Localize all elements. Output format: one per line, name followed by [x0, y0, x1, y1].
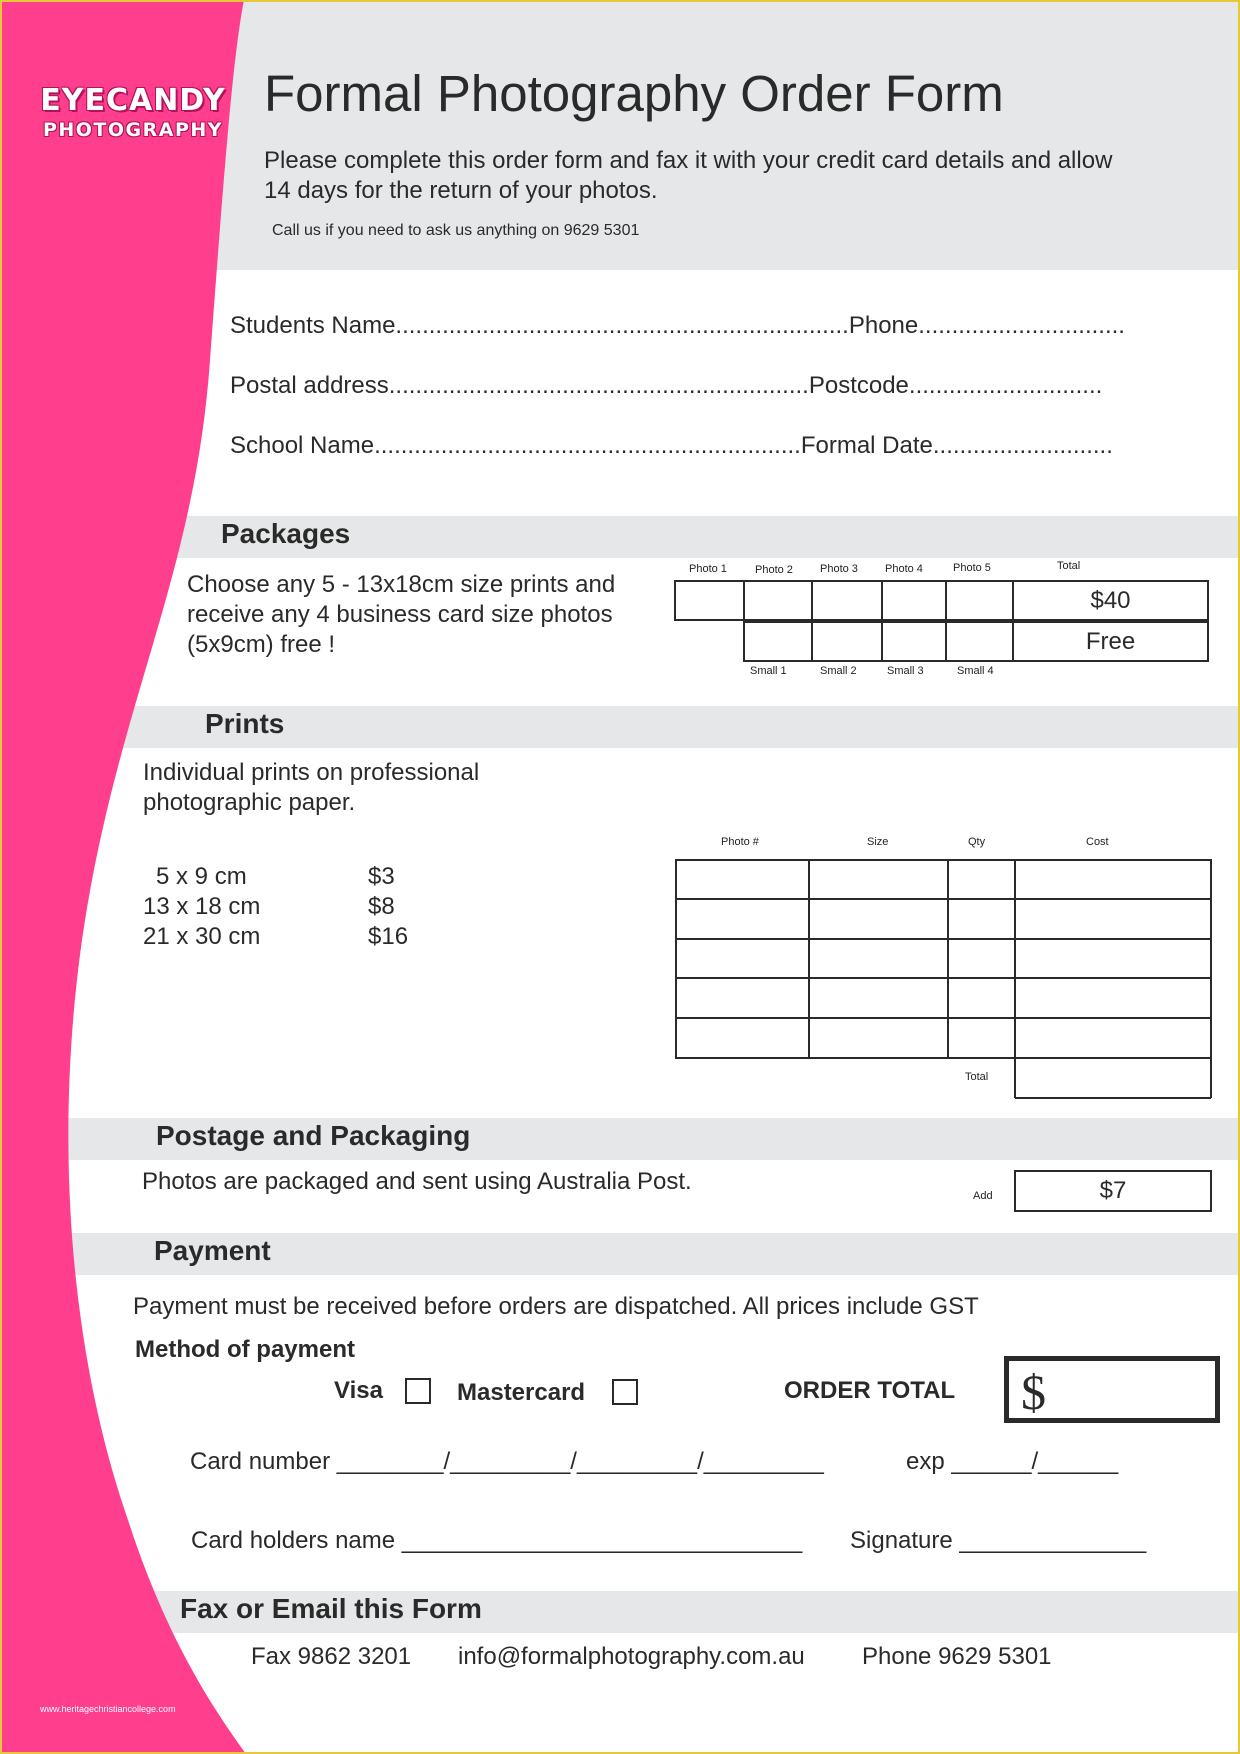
contact-heading: Fax or Email this Form: [180, 1593, 482, 1624]
payment-note: Payment must be received before orders are dispatched. All prices include GST: [133, 1293, 979, 1320]
photo-5-box[interactable]: [945, 580, 1014, 621]
logo-line2: PHOTOGRAPHY: [42, 119, 224, 141]
photo-3-box[interactable]: [811, 580, 883, 621]
visa-label: Visa: [334, 1377, 383, 1404]
signature-field[interactable]: Signature ______________: [850, 1527, 1147, 1554]
prints-order-table[interactable]: [675, 859, 1213, 1099]
small-1-box[interactable]: [743, 621, 813, 662]
small-4-label: Small 4: [957, 665, 994, 677]
price-size-3: 21 x 30 cm: [143, 923, 261, 950]
contact-fax: Fax 9862 3201: [251, 1643, 412, 1670]
logo-line1: EYECANDY: [40, 83, 226, 118]
payment-heading: Payment: [154, 1235, 271, 1266]
prints-heading: Prints: [205, 708, 285, 739]
contact-email[interactable]: info@formalphotography.com.au: [458, 1643, 805, 1670]
postage-add-label: Add: [973, 1190, 993, 1202]
postage-cost-box: $7: [1014, 1170, 1212, 1212]
packages-description: Choose any 5 - 13x18cm size prints and receive any 4 business card size photos (5x9cm) free !: [187, 571, 616, 658]
intro-text: Please complete this order form and fax it with your credit card details and allow 14 days for the return of your photos.: [264, 147, 1113, 204]
school-name-field[interactable]: School Name................................................................Formal Date...........................: [230, 432, 1113, 459]
photo-3-header: Photo 3: [820, 563, 858, 575]
packages-heading: Packages: [221, 518, 351, 549]
price-size-2: 13 x 18 cm: [143, 893, 261, 920]
order-total-box[interactable]: [1004, 1356, 1220, 1423]
photo-1-header: Photo 1: [689, 563, 727, 575]
photo-5-header: Photo 5: [953, 562, 991, 574]
postal-address-field[interactable]: Postal address...............................................................Postcode.............................: [230, 372, 1103, 399]
order-total-label: ORDER TOTAL: [784, 1377, 956, 1404]
dollar-sign: $: [1021, 1364, 1046, 1420]
package-total-header: Total: [1057, 560, 1081, 572]
eyecandy-logo: [28, 84, 238, 142]
photo-2-header: Photo 2: [755, 564, 793, 576]
col-size: Size: [867, 836, 889, 848]
small-2-box[interactable]: [811, 621, 883, 662]
prints-description: Individual prints on professional photographic paper.: [143, 759, 480, 816]
col-photo-number: Photo #: [721, 836, 759, 848]
col-qty: Qty: [968, 836, 986, 848]
photo-4-header: Photo 4: [885, 563, 923, 575]
photo-1-box[interactable]: [674, 580, 745, 621]
small-4-box[interactable]: [945, 621, 1014, 662]
card-number-field[interactable]: Card number ________/_________/_________/_________: [190, 1448, 824, 1475]
mastercard-label: Mastercard: [457, 1379, 586, 1406]
photo-2-box[interactable]: [743, 580, 813, 621]
postage-description: Photos are packaged and sent using Australia Post.: [142, 1168, 692, 1195]
small-2-label: Small 2: [820, 665, 857, 677]
package-total-box: $40: [1012, 580, 1209, 621]
small-3-box[interactable]: [881, 621, 947, 662]
price-value-3: $16: [368, 923, 409, 950]
visa-checkbox[interactable]: [405, 1378, 431, 1404]
photo-4-box[interactable]: [881, 580, 947, 621]
postage-heading: Postage and Packaging: [156, 1120, 471, 1151]
call-us-text: Call us if you need to ask us anything on 9629 5301: [272, 222, 640, 239]
price-value-1: $3: [368, 863, 395, 890]
small-1-label: Small 1: [750, 665, 787, 677]
prints-total-label: Total: [965, 1071, 989, 1083]
col-cost: Cost: [1086, 836, 1109, 848]
card-holder-field[interactable]: Card holders name ______________________________: [191, 1527, 803, 1554]
students-name-field[interactable]: Students Name....................................................................Phone...............................: [230, 312, 1125, 339]
mastercard-checkbox[interactable]: [612, 1379, 638, 1405]
contact-phone: Phone 9629 5301: [862, 1643, 1052, 1670]
method-of-payment-label: Method of payment: [135, 1336, 355, 1363]
page-title: Formal Photography Order Form: [264, 65, 1004, 122]
card-expiry-field[interactable]: exp ______/______: [906, 1448, 1119, 1475]
footer-url: www.heritagechristiancollege.com: [40, 1704, 176, 1714]
price-size-1: 5 x 9 cm: [156, 863, 247, 890]
free-box: Free: [1012, 621, 1209, 662]
small-3-label: Small 3: [887, 665, 924, 677]
price-value-2: $8: [368, 893, 395, 920]
